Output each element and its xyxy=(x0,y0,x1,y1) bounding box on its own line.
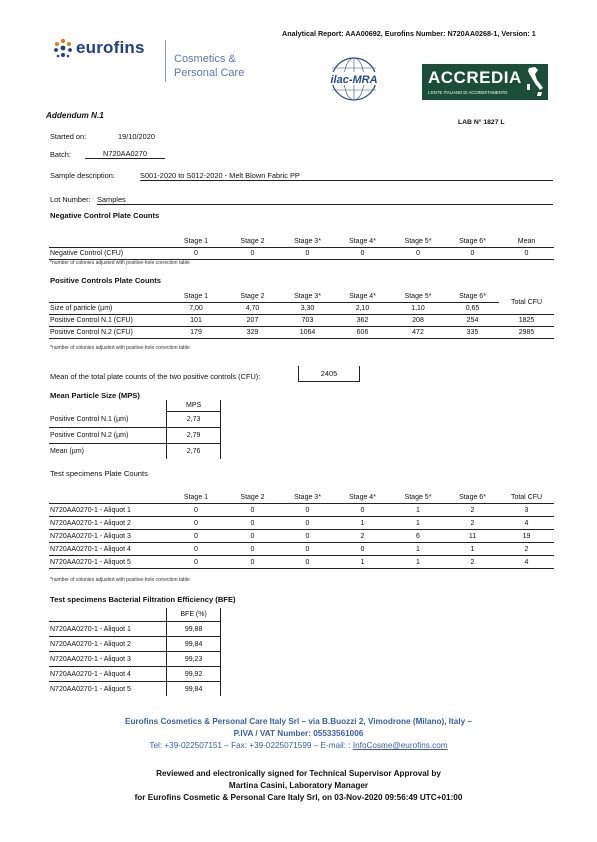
table-cell: 1 xyxy=(360,558,365,566)
table-cell: 11 xyxy=(468,532,477,540)
row-label: N720AA0270-1 - Aliquot 3 xyxy=(49,652,167,667)
table-cell: 0 xyxy=(305,532,310,540)
negative-footnote: *number of colonies adjusted with positive-hole correction table xyxy=(50,260,190,266)
row-label: N720AA0270-1 - Aliquot 4 xyxy=(50,545,131,553)
table-cell: 4 xyxy=(524,519,529,527)
table-row xyxy=(49,504,554,517)
header-cell: Total CFU xyxy=(510,494,543,501)
table-cell: 0 xyxy=(470,250,475,257)
header-cell: Stage 5* xyxy=(404,293,432,300)
row-label: N720AA0270-1 - Aliquot 1 xyxy=(49,622,167,637)
table-row xyxy=(49,412,221,428)
batch-value: N720AA0270 xyxy=(85,149,165,159)
signature-line3: for Eurofins Cosmetic & Personal Care Italy Srl, on 03-Nov-2020 09:56:49 UTC+01:00 xyxy=(134,793,463,802)
table-row xyxy=(49,248,554,260)
accredia-subtitle: L'ENTE ITALIANO DI ACCREDITAMENTO xyxy=(428,90,508,95)
table-cell: 2 xyxy=(470,558,475,566)
mean-total-value: 2405 xyxy=(298,366,360,382)
table-cell: 0 xyxy=(194,506,198,514)
header-cell: Stage 6* xyxy=(459,238,486,245)
table-cell: 0 xyxy=(305,519,310,527)
row-label: N720AA0270-1 - Aliquot 1 xyxy=(50,506,131,514)
table-cell: 4 xyxy=(524,558,529,566)
table-row xyxy=(49,327,554,339)
table-row xyxy=(49,543,554,556)
table-cell: 0 xyxy=(250,519,255,527)
row-label: N720AA0270-1 - Aliquot 4 xyxy=(49,667,167,682)
row-label: N720AA0270-1 - Aliquot 2 xyxy=(50,519,131,527)
header-cell: Stage 3* xyxy=(294,494,321,501)
table-cell: 207 xyxy=(246,317,259,324)
negative-header-row xyxy=(49,236,554,248)
table-cell: 208 xyxy=(412,317,424,324)
footer-phone-fax: Tel: +39-022507151 – Fax: +39-0225071599 – E-mail: : xyxy=(149,741,353,750)
table-row xyxy=(49,682,221,697)
table-cell: 101 xyxy=(190,317,202,324)
header-cell: Stage 4* xyxy=(349,293,376,300)
table-cell: 0 xyxy=(194,250,198,257)
negative-control-table xyxy=(49,236,554,260)
bfe-title: Test specimens Bacterial Filtration Efficiency (BFE) xyxy=(50,595,236,604)
table-row xyxy=(49,622,221,637)
header-cell xyxy=(49,492,167,504)
table-cell: 99,84 xyxy=(167,637,221,652)
header-cell: Stage 1 xyxy=(183,293,209,300)
table-cell: 1 xyxy=(470,545,475,553)
lot-number-label: Lot Number: xyxy=(50,195,91,204)
row-label: Positive Control N.1 (µm) xyxy=(49,412,167,428)
footer-contacts xyxy=(0,741,597,750)
report-reference: Analytical Report: AAA00692, Eurofins Number: N720AA0268-1, Version: 1 xyxy=(282,29,536,38)
table-row xyxy=(49,427,221,443)
table-row xyxy=(49,637,221,652)
table-cell: 19 xyxy=(522,532,531,540)
table-cell: 0 xyxy=(250,545,255,553)
table-cell: 2 xyxy=(360,532,365,540)
header-cell: Stage 1 xyxy=(183,238,209,245)
table-cell: 362 xyxy=(356,317,369,324)
header-cell: Stage 3* xyxy=(294,238,321,245)
table-cell: 329 xyxy=(246,329,259,336)
row-label: Positive Control N.1 (CFU) xyxy=(50,317,133,324)
logo-separator xyxy=(165,40,166,82)
started-label: Started on: xyxy=(50,132,87,141)
table-cell: 1064 xyxy=(299,329,316,336)
table-row xyxy=(49,652,221,667)
table-row xyxy=(49,667,221,682)
row-label: Mean (µm) xyxy=(49,443,167,459)
test-specimens-title: Test specimens Plate Counts xyxy=(50,469,148,478)
table-cell: 179 xyxy=(190,329,202,336)
table-cell: 1 xyxy=(416,519,420,527)
lot-number-value: Samples xyxy=(97,195,553,205)
header-cell: Stage 4* xyxy=(349,238,376,245)
logo-subtitle-line1: Cosmetics & xyxy=(174,53,236,65)
logo-subtitle-line2: Personal Care xyxy=(174,67,245,79)
table-cell: 2 xyxy=(470,519,475,527)
table-cell: 2,73 xyxy=(167,412,221,428)
table-cell: 1,10 xyxy=(411,305,425,312)
header-cell: Stage 5* xyxy=(404,494,432,501)
table-cell: 0 xyxy=(305,558,310,566)
lab-number: LAB N° 1827 L xyxy=(458,119,505,126)
table-cell: 0 xyxy=(250,532,255,540)
row-label: N720AA0270-1 - Aliquot 2 xyxy=(49,637,167,652)
header-cell: MPS xyxy=(167,400,221,412)
header-cell: Stage 4* xyxy=(349,494,376,501)
signature-line2: Martina Casini, Laboratory Manager xyxy=(228,781,369,790)
logo-subtitle xyxy=(174,52,244,80)
table-cell: 2,10 xyxy=(355,305,370,312)
table-cell: 472 xyxy=(412,329,424,336)
mps-header-row xyxy=(49,400,221,412)
table-cell: 606 xyxy=(356,329,369,336)
row-label: Positive Control N.2 (µm) xyxy=(49,427,167,443)
table-cell: 2 xyxy=(470,506,475,514)
table-cell: 2 xyxy=(524,545,529,553)
footer-email-link[interactable]: InfoCosme@eurofins.com xyxy=(352,741,448,750)
table-row xyxy=(49,530,554,543)
table-cell: 0 xyxy=(360,545,365,553)
header-cell: Stage 2 xyxy=(240,238,265,245)
table-cell: 0 xyxy=(305,545,310,553)
header-cell: BFE (%) xyxy=(167,608,221,622)
table-cell: 99,23 xyxy=(167,652,221,667)
table-cell: 2,79 xyxy=(167,427,221,443)
addendum-title: Addendum N.1 xyxy=(46,111,104,120)
table-cell: 0 xyxy=(305,250,310,257)
table-cell: 2985 xyxy=(518,329,535,336)
accredia-logo xyxy=(422,64,548,100)
table-row xyxy=(49,443,221,459)
header-cell: Stage 1 xyxy=(183,494,209,501)
table-cell: 0 xyxy=(305,506,310,514)
bfe-table xyxy=(49,608,221,696)
table-cell: 1 xyxy=(416,558,420,566)
table-cell: 0 xyxy=(524,250,529,257)
table-cell: 3,30 xyxy=(300,305,315,312)
mps-table xyxy=(49,400,221,459)
table-cell: 1 xyxy=(416,506,420,514)
negative-control-title: Negative Control Plate Counts xyxy=(50,211,160,220)
row-label: Size of particle (µm) xyxy=(50,305,113,312)
header-cell: Mean xyxy=(517,238,536,245)
table-cell: 1 xyxy=(416,545,420,553)
header-cell: Stage 2 xyxy=(240,293,265,300)
table-row xyxy=(49,556,554,569)
signature-line1: Reviewed and electronically signed for Technical Supervisor Approval by xyxy=(156,769,441,778)
eurofins-logo-word: eurofins xyxy=(76,38,145,57)
table-cell: 6 xyxy=(416,532,420,540)
header-cell: Stage 3* xyxy=(294,293,321,300)
header-cell: Stage 6* xyxy=(459,494,486,501)
row-label: N720AA0270-1 - Aliquot 5 xyxy=(49,682,167,697)
row-label: N720AA0270-1 - Aliquot 3 xyxy=(50,532,131,540)
bfe-header-row xyxy=(49,608,221,622)
table-cell: 0 xyxy=(194,558,198,566)
footer-vat: P.IVA / VAT Number: 05533561006 xyxy=(233,729,364,738)
positive-controls-table xyxy=(49,291,554,339)
batch-label: Batch: xyxy=(50,150,71,159)
header-cell xyxy=(49,236,167,248)
table-cell: 0 xyxy=(250,558,255,566)
test-header-row xyxy=(49,492,554,504)
ilac-mra-logo-icon xyxy=(322,56,386,102)
positive-header-row xyxy=(49,291,554,303)
table-cell: 3 xyxy=(524,506,529,514)
table-cell: 0 xyxy=(250,250,255,257)
row-label: Negative Control (CFU) xyxy=(50,250,124,257)
table-cell: 0 xyxy=(416,250,420,257)
table-cell: 254 xyxy=(466,317,479,324)
table-cell: 99,84 xyxy=(167,682,221,697)
header-cell: Stage 5* xyxy=(404,238,432,245)
table-cell: 2,76 xyxy=(167,443,221,459)
positive-controls-title: Positive Controls Plate Counts xyxy=(50,276,161,285)
table-cell: 703 xyxy=(301,317,314,324)
row-label: N720AA0270-1 - Aliquot 5 xyxy=(50,558,131,566)
test-footnote: *number of colonies adjusted with positive-hole correction table xyxy=(50,577,190,583)
table-cell: 0 xyxy=(194,532,198,540)
accredia-title: ACCREDIA xyxy=(428,68,522,87)
row-label: Positive Control N.2 (CFU) xyxy=(50,329,133,336)
table-cell: 1 xyxy=(360,519,365,527)
table-row xyxy=(49,315,554,327)
sample-description-label: Sample description: xyxy=(50,171,115,180)
mps-title: Mean Particle Size (MPS) xyxy=(50,391,140,400)
header-cell: Stage 2 xyxy=(240,494,265,501)
table-cell: 99,88 xyxy=(167,622,221,637)
header-cell: Total CFU xyxy=(499,291,554,315)
header-cell xyxy=(49,291,167,303)
table-cell: 0 xyxy=(360,250,365,257)
table-row xyxy=(49,517,554,530)
header-cell: Stage 6* xyxy=(459,293,486,300)
table-cell: 4,70 xyxy=(245,305,260,312)
positive-footnote: *number of colonies adjusted with positive-hole correction table xyxy=(50,345,190,351)
test-specimens-table xyxy=(49,492,554,569)
table-cell: 99,92 xyxy=(167,667,221,682)
table-cell: 7,00 xyxy=(189,305,203,312)
table-cell: 0 xyxy=(194,519,198,527)
table-cell: 1825 xyxy=(518,317,535,324)
eurofins-logo-dots-icon xyxy=(52,37,76,59)
table-row xyxy=(49,303,554,315)
footer-address: Eurofins Cosmetics & Personal Care Italy Srl – via B.Buozzi 2, Vimodrone (Milano), Italy – xyxy=(124,717,472,726)
ilac-mra-text: ilac-MRA xyxy=(330,74,378,86)
started-value: 19/10/2020 xyxy=(118,132,155,141)
italy-map-icon xyxy=(526,66,544,98)
table-cell: 0 xyxy=(360,506,365,514)
table-cell: 0 xyxy=(250,506,255,514)
table-cell: 0 xyxy=(194,545,198,553)
sample-description-value: S001-2020 to S012-2020 - Melt Blown Fabric PP xyxy=(140,171,553,181)
table-cell: 335 xyxy=(466,329,479,336)
table-cell: 0,65 xyxy=(465,305,480,312)
mean-total-label: Mean of the total plate counts of the two positive controls (CFU): xyxy=(50,372,261,381)
